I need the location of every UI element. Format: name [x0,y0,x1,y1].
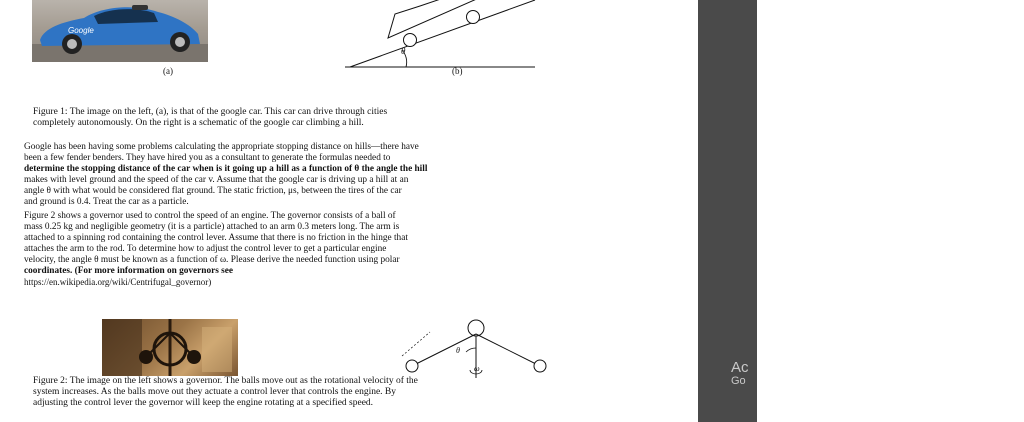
problem1-line: makes with level ground and the speed of the car v. Assume that the google car is driving up a hill at an [24,175,409,185]
hill-schematic [340,0,540,70]
blank-area [757,0,1024,422]
problem2-line: coordinates. (For more information on governors see [24,266,234,276]
problem1-line: Google has been having some problems calculating the appropriate stopping distance on hills—there have [24,142,419,152]
figure2-caption-line: system increases. As the balls move out they actuate a control lever that controls the engine. By [33,387,397,397]
problem1-line: angle θ with what would be considered flat ground. The static friction, μs, between the tires of the car [24,186,402,196]
problem2-line: mass 0.25 kg and negligible geometry (it is a particle) attached to an arm 0.3 meters long. The arm is [24,222,400,232]
problem1-line: and ground is 0.4. Treat the car as a particle. [24,197,189,207]
problem2-line: attached to a spinning rod containing the control lever. Assume that there is no friction in the hinge that [24,233,408,243]
figure2-caption-line: Figure 2: The image on the left shows a governor. The balls move out as the rotational velocity of the [33,376,418,386]
governor-link[interactable]: https://en.wikipedia.org/wiki/Centrifugal_governor) [24,277,212,287]
problem1-line: been a few fender benders. They have hired you as a consultant to generate the formulas needed to [24,153,391,163]
governor-theta-label: θ [456,346,460,355]
google-car-illustration [32,0,208,62]
figure1-caption-line1: Figure 1: The image on the left, (a), is that of the google car. This car can drive through cities [33,107,388,117]
governor-photo-illustration [102,319,238,376]
figure1-label-b: (b) [452,66,463,76]
hill-theta-label: θ [401,46,406,56]
governor-photo [102,319,238,376]
problem2-line: Figure 2 shows a governor used to control the speed of an engine. The governor consists of a ball of [24,211,396,221]
governor-omega-label: ω [474,364,480,373]
problem2-line: attaches the arm to the rod. To determine how to adjust the control lever to get a particular engine [24,244,387,254]
google-car-photo [32,0,208,62]
watermark-line1: Ac [731,359,749,376]
problem2-line: velocity, the angle θ must be known as a function of ω. Please derive the needed function using polar [24,255,400,265]
activate-windows-watermark [731,360,749,387]
figure2-caption-line: adjusting the control lever the governor will keep the engine rotating at a specified speed. [33,398,374,408]
problem1-line: determine the stopping distance of the car when is it going up a hill as a function of θ the angle the hill [24,164,428,174]
watermark-line2: Go [731,374,746,387]
figure1-label-a: (a) [163,66,173,76]
figure1-caption-line2: completely autonomously. On the right is a schematic of the google car climbing a hill. [33,118,364,128]
car-logo-text: Google [68,26,94,35]
